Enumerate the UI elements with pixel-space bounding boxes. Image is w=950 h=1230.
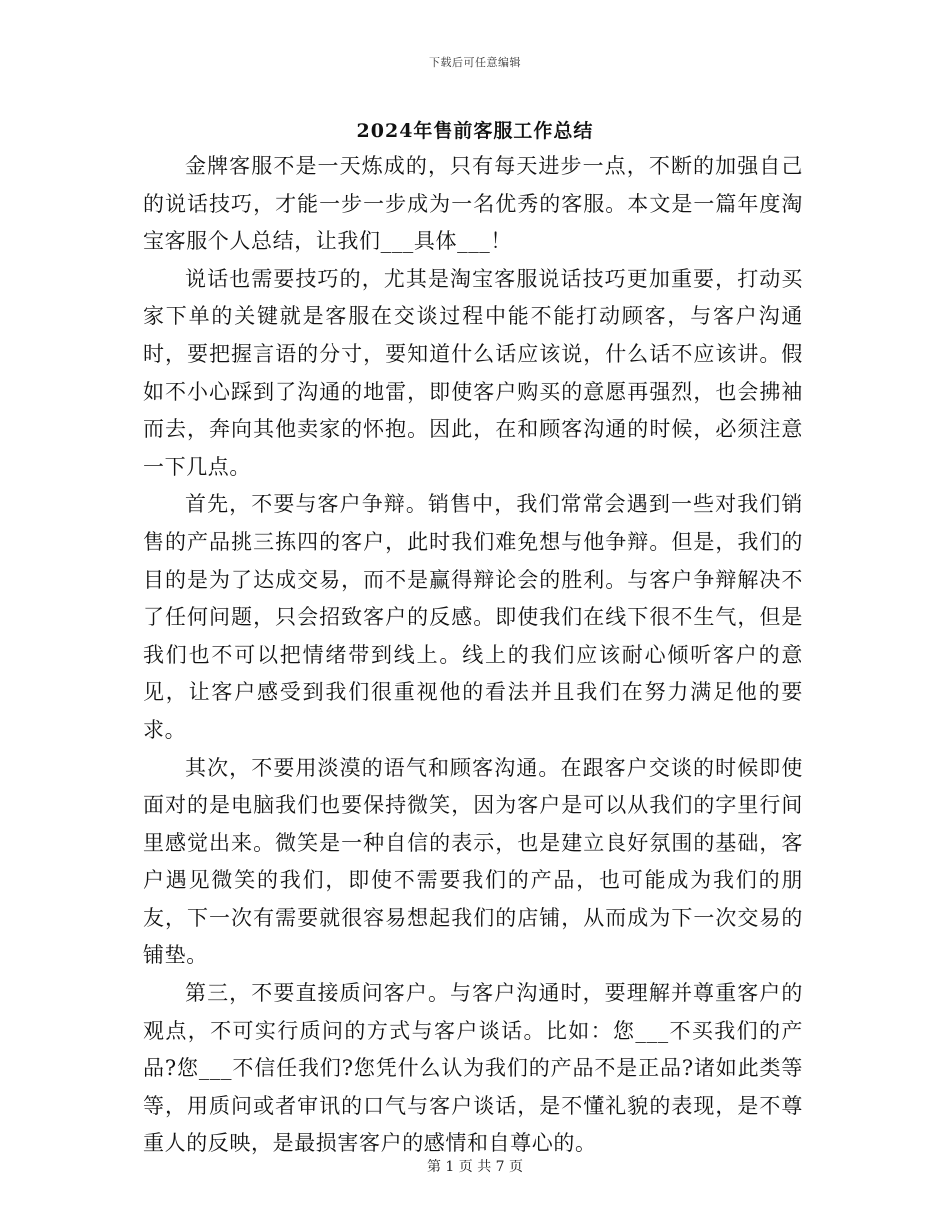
paragraph-second-point: 其次，不要用淡漠的语气和顾客沟通。在跟客户交谈的时候即使面对的是电脑我们也要保持微笑，因为客户是可以从我们的字里行间里感觉出来。微笑是一种自信的表示，也是建立良好氛围的基础，客户遇见微笑的我们，即使不需要我们的产品，也可能成为我们的朋友，下一次有需要就很容易想起我们的店铺，从而成为下一次交易的铺垫。: [143, 755, 803, 968]
paragraph-third-point: 第三，不要直接质问客户。与客户沟通时，要理解并尊重客户的观点，不可实行质问的方式与客户谈话。比如：您___不买我们的产品?您___不信任我们?您凭什么认为我们的产品不是正品?诸如此类等等，用质问或者审讯的口气与客户谈话，是不懂礼貌的表现，是不尊重人的反映，是最损害客户的感情和自尊心的。: [143, 981, 803, 1156]
header-note: 下载后可任意编辑: [429, 56, 521, 69]
document-body: [143, 148, 803, 1163]
paragraph-speaking-skills: 说话也需要技巧的，尤其是淘宝客服说话技巧更加重要，打动买家下单的关键就是客服在交谈过程中能不能打动顾客，与客户沟通时，要把握言语的分寸，要知道什么话应该说，什么话不应该讲。假如不小心踩到了沟通的地雷，即使客户购买的意愿再强烈，也会拂袖而去，奔向其他卖家的怀抱。因此，在和顾客沟通的时候，必须注意一下几点。: [143, 266, 803, 479]
document-title: 2024年售前客服工作总结: [356, 120, 594, 142]
paragraph-first-point: 首先，不要与客户争辩。销售中，我们常常会遇到一些对我们销售的产品挑三拣四的客户，此时我们难免想与他争辩。但是，我们的目的是为了达成交易，而不是赢得辩论会的胜利。与客户争辩解决不了任何问题，只会招致客户的反感。即使我们在线下很不生气，但是我们也不可以把情绪带到线上。线上的我们应该耐心倾听客户的意见，让客户感受到我们很重视他的看法并且我们在努力满足他的要求。: [143, 492, 803, 742]
page-number-footer: 第 1 页 共 7 页: [426, 1159, 524, 1175]
paragraph-intro: 金牌客服不是一天炼成的，只有每天进步一点，不断的加强自己的说话技巧，才能一步一步成为一名优秀的客服。本文是一篇年度淘宝客服个人总结，让我们___具体___！: [143, 154, 803, 254]
